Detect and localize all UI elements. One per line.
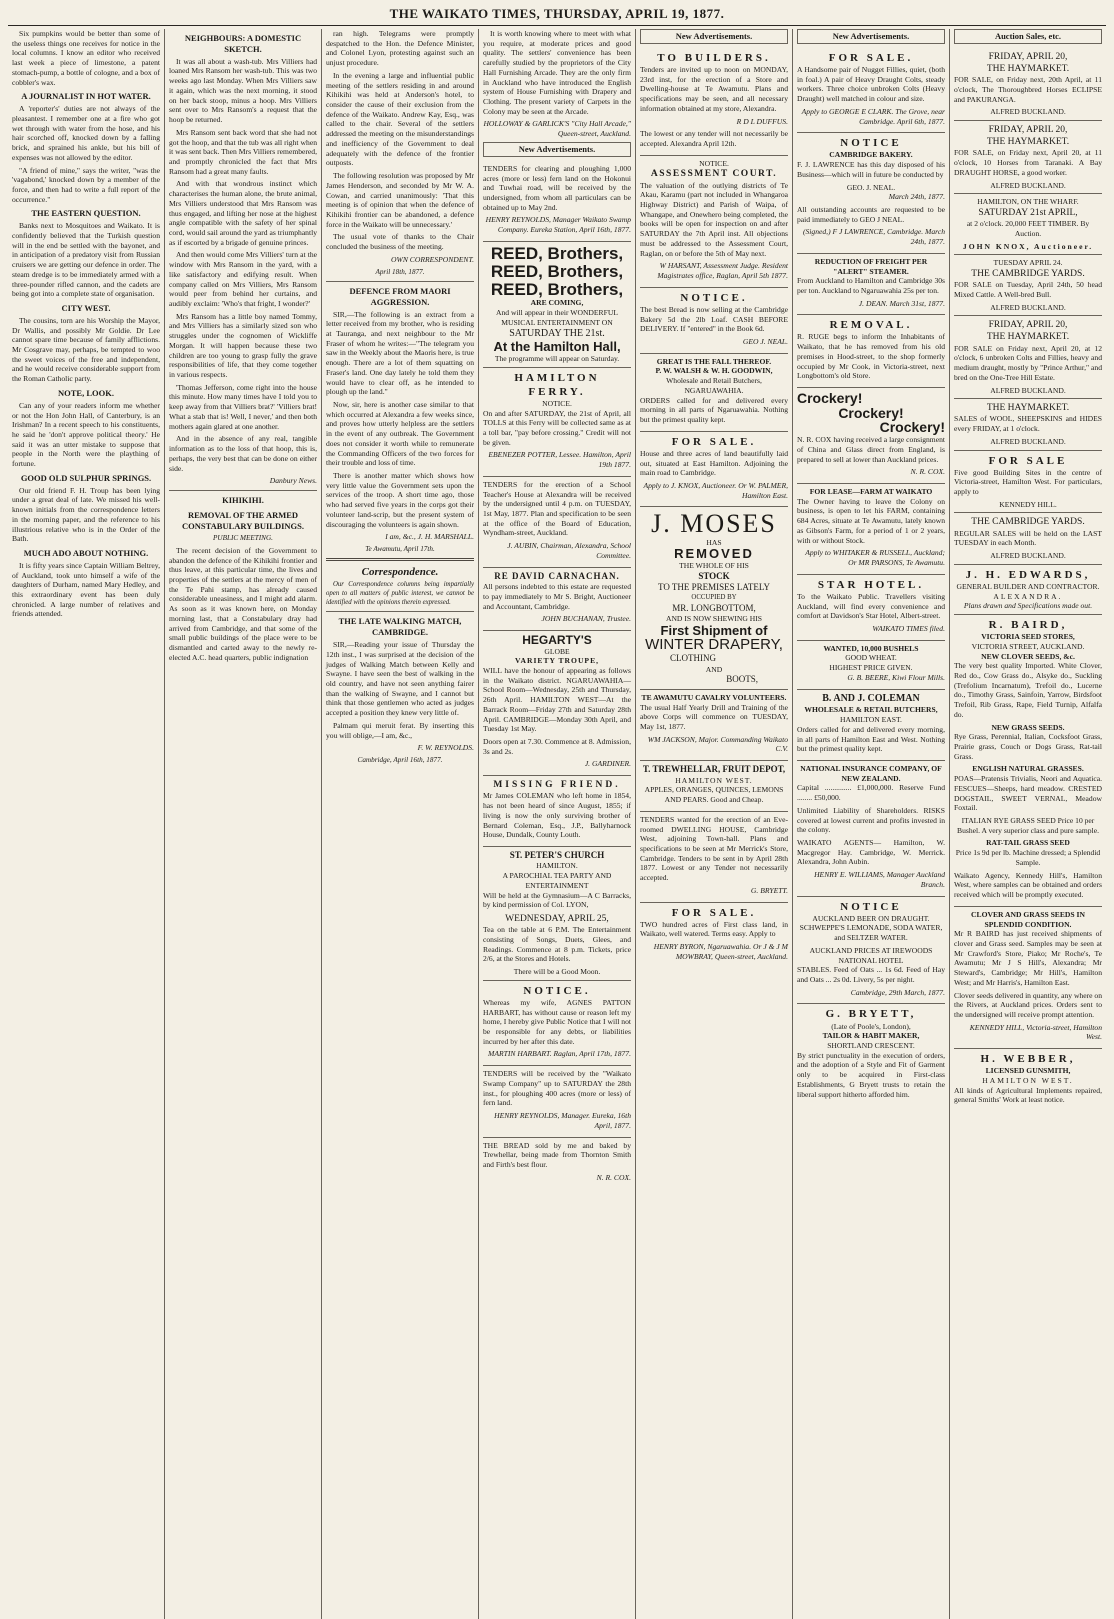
article-heading: A JOURNALIST IN HOT WATER. — [21, 91, 151, 102]
column-3 — [322, 29, 479, 1619]
advert-text: Rye Grass, Perennial, Italian, Cocksfoot Grass, Prairie grass, Couch or Dogs Grass, Rat-tail Grass. — [954, 732, 1102, 761]
advert-subtitle: GENERAL BUILDER AND CONTRACTOR. — [956, 581, 1100, 591]
advert-subtitle: VICTORIA SEED STORES, — [981, 632, 1075, 642]
advert-line: THE WHOLE OF HIS — [679, 561, 749, 571]
advert-church — [483, 847, 631, 981]
auction-date: SATURDAY 21st APRIL, — [978, 207, 1078, 218]
advert-text: All outstanding accounts are requested to be paid immediately to GEO J NEAL. — [797, 204, 945, 224]
advert-line: OCCUPIED BY — [691, 593, 737, 601]
auction-place: HAMILTON, ON THE WHARF. — [977, 197, 1079, 207]
advert-signature: Apply to GEORGE E CLARK. The Grove, near Cambridge. April 6th, 1877. — [801, 106, 945, 126]
advert-signature: EBENEZER POTTER, Lessee. Hamilton, April 19th 1877. — [488, 450, 631, 470]
advert-text: ITALIAN RYE GRASS SEED Price 10 per Bushel. A very superior class and pure sample. — [957, 816, 1099, 835]
column-7 — [950, 29, 1106, 1619]
advert-signature: W HARSANT, Assessment Judge. Resident Magistrates office, Raglan, April 5th 1877. — [657, 261, 788, 281]
advert-title: R. BAIRD, — [988, 619, 1068, 632]
advert-line: CLOTHING — [670, 653, 716, 664]
advert-signature: N. R. COX. — [910, 467, 945, 477]
advert-place: HAMILTON EAST. — [840, 715, 902, 725]
article-signature: OWN CORRESPONDENT. — [391, 254, 474, 264]
article-text: And then would come Mrs Villiers' turn at the window with Mrs Ransom in the yard, with a like satisfactory and edifying result. When company called on Mrs Villiers, Mrs Ransom would peer from behind her curtains, and audibly exclaim: 'Who's that fright, I wonder?' — [169, 250, 317, 308]
advert-title: NOTICE — [840, 900, 902, 913]
article-text: Banks next to Mosquitoes and Waikato. It is confidently believed that the Turkish question will in the end be settled with the bayonet, and in anticipation of a predatory visit from Russian cruisers we are getting our defence in order. The steam dredge is to be immediately armed with a three-pounder rifled cannon, and the cadets are being got into a complete state of organisation. — [12, 221, 160, 299]
advert-title: MISSING FRIEND. — [493, 780, 621, 791]
auction-text: at 2 o'clock. 20,000 FEET TIMBER. By Auction. — [966, 219, 1090, 238]
advert-title: NOTICE. — [523, 984, 591, 997]
advert-tailor — [797, 1004, 945, 1105]
article-heading: DEFENCE FROM MAORI AGGRESSION. — [349, 285, 451, 307]
advert-title: WANTED, 10,000 BUSHELS — [823, 643, 919, 653]
advert-signature: WAIKATO TIMES filed. — [872, 624, 945, 633]
auctioneer: ALFRED BUCKLAND. — [990, 302, 1066, 312]
article-text: The usual vote of thanks to the Chair concluded the business of the meeting. — [326, 232, 474, 252]
advert-text: WILL have the honour of appearing as follows in the Waikato district. NGARUAWAHIA—School Room—Wednesday, 25th and Thursday, 26th April. HAMILTON WEST—At the Barrack Room—Friday 27th and Saturday 28th April. CAMBRIDGE—Monday 30th April, and Tuesday 1st May. — [483, 666, 631, 734]
advert-title: STAR HOTEL. — [817, 578, 925, 591]
auction-place: THE HAYMARKET. — [986, 137, 1070, 148]
advert-subline: GLOBE — [544, 646, 570, 656]
section-heading: Correspondence. — [361, 566, 439, 579]
advert-title: J. H. EDWARDS, — [965, 568, 1091, 581]
advert-text: Tea on the table at 6 P.M. The Entertainment consisting of Songs, Duets, Glees, and Readings. Commence at 8 p.m. Tickets, price 2/6, at the Stores and Hotels. — [483, 925, 631, 964]
advert-title: G. BRYETT, — [825, 1008, 917, 1021]
article-text: In the evening a large and influential public meeting of the settlers residing in and around Kihikihi was held at Anderson's hotel, to consider the cause of their exclusion from the defence of the Waikato. Andrew Kay, Esq., was called to the chair. Several of the settlers addressed the meeting on the misunderstandings and inefficiency of the Government to deal adequately with the defence of the frontier outposts. — [326, 70, 474, 168]
advert-text: Unlimited Liability of Shareholders. RISKS covered at lowest current and profits invested in the colony. — [797, 805, 945, 835]
advert-title: TE AWAMUTU CAVALRY VOLUNTEERS. — [641, 692, 787, 702]
auction-text: FOR SALE on Tuesday, April 24th, 50 head Mixed Cattle. A Well-bred Bull. — [954, 280, 1102, 299]
advert-subtitle: WHOLESALE & RETAIL BUTCHERS, — [804, 705, 938, 715]
advert-title: NATIONAL INSURANCE COMPANY, OF NEW ZEALAND. — [800, 763, 942, 783]
advert-text: AUCKLAND BEER ON DRAUGHT. SCHWEPPE'S LEMONADE, SODA WATER, and SELTZER WATER. — [799, 913, 943, 943]
auctioneer: ALFRED BUCKLAND. — [990, 107, 1066, 117]
advert-subline: ARE COMING, — [530, 298, 584, 308]
article-text: Our old friend F. H. Troup has been lying under a great deal of late. We missed his well-known initials from the correspondence letters in the morning paper, and the reference to his illustrious relative who is in the Order of the Bath. — [12, 485, 160, 544]
auction-text: SALES of WOOL, SHEEPSKINS and HIDES every FRIDAY, at 1 o'clock. — [954, 414, 1102, 434]
advert-headline: J. MOSES — [651, 509, 777, 539]
article-heading: CITY WEST. — [61, 303, 111, 313]
advert-subtitle: A PAROCHIAL TEA PARTY AND ENTERTAINMENT — [502, 871, 612, 890]
advert-farm-lease — [797, 484, 945, 575]
article-text: The cousins, torn are his Worship the Mayor, Dr Wallis, and possibly Mr Goldie. Dr Lee cannot spare time because of family afflictions. Mr Cosgrave may, perhaps, be tempted to woo the sweet voices of the free and independent, and he would receive considerable support from the Roman Catholic party. — [12, 315, 160, 384]
auction-place: THE HAYMARKET. — [986, 332, 1070, 343]
advert-title: H. WEBBER, — [980, 1053, 1076, 1066]
article-heading: NEIGHBOURS: A DOMESTIC SKETCH. — [184, 33, 302, 54]
advert-line: AND — [705, 664, 723, 674]
article-subheading: PUBLIC MEETING. — [213, 533, 273, 542]
advert-signature: HENRY REYNOLDS, Manager. Eureka, 16th April, 1877. — [494, 1111, 631, 1130]
advert-signature: J. GARDINER. — [584, 759, 631, 769]
advert-text: TWO hundred acres of First class land, in Waikato, well watered. Terms easy. Apply to — [640, 919, 788, 939]
advert-text: Price 1s 9d per lb. Machine dressed; a Splendid Sample. — [955, 848, 1101, 867]
advert-headline: HEGARTY'S — [522, 632, 592, 647]
advert-subtitle: AUCKLAND PRICES AT IREWOODS NATIONAL HOTEL — [809, 945, 933, 965]
advert-subtitle: NOTICE. — [699, 158, 729, 168]
article-text: Six pumpkins would be better than some of the useless things one receives for notice in the local columns. I know an editor who received last week a piece of limestone, a patent stomach-pump, a bottle of cologne, and a box of cobbler's wax. — [12, 29, 160, 87]
article-text: ran high. Telegrams were promptly despatched to the Hon. the Defence Minister, and Colonel Lyon, protesting against such an unjust procedure. — [326, 29, 474, 68]
advert-line: STOCK — [698, 570, 730, 581]
advert-text: TENDERS for clearing and ploughing 1,000 acres (more or less) fern land on the Hokonui and Tuwhai road, will be received by the undersigned, from whom all particulars can be obtained up to May 2nd. — [483, 163, 631, 212]
advert-line: MR. LONGBOTTOM, — [672, 602, 756, 613]
advert-title: RE DAVID CARNACHAN. — [494, 570, 620, 581]
article-text: There is another matter which shows how very little value the Government sets upon the services of the troop. A short time ago, those who had served five years in the corps got their volunteer land-scrip, but the present system of discouraging the volunteers is again shown. — [326, 471, 474, 529]
advert-subtitle: HIGHEST PRICE GIVEN. — [829, 663, 913, 673]
advert-beer — [797, 897, 945, 1005]
column-6 — [793, 29, 950, 1619]
article-heading: THE LATE WALKING MATCH, CAMBRIDGE. — [338, 616, 462, 638]
editorial-note: Our Correspondence columns being impartially open to all matters of public interest, we cannot be identified with the opinions therein expressed. — [326, 581, 474, 606]
auction-6 — [954, 399, 1102, 450]
advert-subheading: RAT-TAIL GRASS SEED — [986, 838, 1070, 848]
article-text: SIR,—Reading your issue of Thursday the 12th inst., I was surprised at the decision of the judges of Walking Match between Kelly and Swayne. I have seen the best of walking in the old country, and have not seen anything fairer than the walking of Swayne, and I cannot but think that those gentlemen who acted as judges accepted a position they knew very little of. — [326, 640, 474, 718]
advert-text: The usual Half Yearly Drill and Training of the above Corps will commence on TUESDAY, May 1st, 1877. — [640, 702, 788, 732]
columns — [8, 29, 1106, 1619]
advert-subline: VARIETY TROUPE, — [514, 656, 600, 666]
advert-text: Plans drawn and Specifications made out. — [963, 601, 1093, 611]
advert-text: The valuation of the outlying districts of Te Akau, Karamu (part not included in Whangaroa Highway District) and Parish of Waipa, of Whangape, and Onewhero being completed, the books will be open for inspection on and after SATURDAY the 7th April inst. All objections must be addressed to the Assessment Court, Raglan, on or before the 5th of May next. — [640, 180, 788, 258]
advert-text: WAIKATO AGENTS— Hamilton, W. Macgregor Hay. Cambridge, W. Merrick. Alexandra, John Aubin. — [797, 838, 945, 867]
advert-headline: WINTER DRAPERY, — [645, 636, 783, 654]
auction-date: FRIDAY, APRIL 20, — [988, 125, 1068, 136]
advert-notice — [483, 981, 631, 1066]
auction-text: FOR SALE on Friday next, April 20, at 12 o'clock, 6 unbroken Colts and Fillies, heavy and medium draught, mostly by "Prince Arthur," and bred on the One-Tree Hill Estate. — [954, 343, 1102, 382]
advert-title: FOR SALE — [988, 454, 1068, 467]
advert-signature: JOHN BUCHANAN, Trustee. — [541, 614, 631, 624]
article-text: 'Thomas Jefferson, come right into the house this minute. How many times have I told you to keep away from that Villiers brat?' 'Villiers brat! What a stab that is! Well, I never,' and then both mothers again glared at one another. — [169, 382, 317, 431]
article-text: A 'reporter's' duties are not always of the pleasantest. I remember one at a fire who got wet through with water from the hose, and his hair scorched off, knocked down by a falling brick, and sprained his ankle, but his bill of expenses was not allowed by the editor. — [12, 104, 160, 162]
advert-text: Tenders are invited up to noon on MONDAY, 23rd inst, for the erection of a Store and Dwelling-house at Te Awamutu. Plans and specifications may be seen, and all necessary information obtained at my store, Alexandra. — [640, 64, 788, 113]
advert-title: REDUCTION OF FREIGHT PER "ALERT" STEAMER. — [814, 256, 928, 276]
advert-subheading: ENGLISH NATURAL GRASSES. — [972, 764, 1084, 774]
article-heading: GOOD OLD SULPHUR SPRINGS. — [20, 472, 152, 483]
article-text: It is fifty years since Captain William Beltrey, of Auckland, took unto himself a wife of the daughters of Durham, named Mary Hedley, and this extraordinary event has been duly chronicled. A large number of relatives and friends attended. — [12, 560, 160, 619]
article-text: Can any of your readers inform me whether or not the Hon John Hall, of Canterbury, is an Irishman? In a recent speech to his constituents, he said he 'don't approve political theory.' He said it was an utter mistake to suppose that people in the North were the plaything of fortune. — [12, 400, 160, 469]
advert-headline: REED, Brothers, — [490, 243, 624, 263]
advert-signature: KENNEDY HILL, Victoria-street, Hamilton West. — [969, 1022, 1102, 1042]
article-heading: MUCH ADO ABOUT NOTHING. — [23, 548, 149, 558]
auctioneer: ALFRED BUCKLAND. — [990, 551, 1066, 561]
advert-text: Will be held at the Gymnasium—A C Barracks, by kind permission of Col. LYON, — [483, 890, 631, 910]
advert-text: Waikato Agency, Kennedy Hill's, Hamilton West, where samples can be obtained and orders received which will be promptly executed. — [954, 870, 1102, 900]
auction-text: REGULAR SALES will be held on the LAST TUESDAY in each Month. — [954, 528, 1102, 548]
advert-headline: First Shipment of — [660, 622, 768, 638]
advert-text: TENDERS wanted for the erection of an Eve-roomed DWELLING HOUSE, Cambridge West, adjoining Town-hall. Plans and specifications to be seen at Mr Merrick's Store, Cambridge. Tenders to be sent in by April 28th 1877. Lowest or any Tender not necessarily accepted. — [640, 814, 788, 883]
advert-place: NGARUAWAHIA. — [684, 385, 744, 395]
article-text: Now, sir, here is another case similar to that which occurred at Alexandra a few weeks since, and proves how utterly helpless are the settlers in the event of any outbreak. The Government does not consider it worth while to remunerate the Commanding Officers of the two forces for their trouble and loss of time. — [326, 399, 474, 468]
auction-date: FRIDAY, APRIL 20, — [988, 320, 1068, 331]
advert-signature: HENRY BYRON, Ngaruawahia. Or J & J M MOWBRAY, Queen-street, Auckland. — [653, 942, 788, 961]
advert-text: The very best quality Imported. White Clover, Red do., Cow Grass do., Alsyke do., Suckling (Trefolium Incarnatum), Trefoil do., Lucerne do., Timothy Grass, Sainfoin, Yarrow, Birdsfoot Trefoil, Rib Grass, Rape, Field Turnip, Alfalfa do. — [954, 661, 1102, 719]
advert-text: ORDERS called for and delivered every morning in all parts of Ngaruawahia. Nothing but the primest quality kept. — [640, 395, 788, 425]
advert-text: There will be a Good Moon. — [513, 967, 601, 977]
article-heading: NOTE, LOOK. — [58, 387, 114, 398]
advert-title: FOR SALE. — [671, 906, 757, 919]
auction-place: THE HAYMARKET. — [986, 64, 1070, 75]
advert-text: N. R. COX having received a large consignment of China and Glass direct from England, is prepared to sell at lower than Auckland prices. — [797, 435, 945, 464]
advert-assessment — [640, 156, 788, 288]
advert-text: From Auckland to Hamilton and Cambridge 30s per ton. Auckland to Ngaruawahia 25s per ton. — [797, 276, 945, 295]
advert-text: Mr James COLEMAN who left home in 1854, has not been heard of since August, 1855; if living is now the only surviving brother of Bernard Coleman, Esq., J.P., Ballyharnock House, Dundalk, County Louth. — [483, 791, 631, 840]
article-text: "A friend of mine," says the writer, "was the 'vagabond,' knocked down by a member of the force, and then had to write a full report of the occurrence." — [12, 165, 160, 204]
auction-7 — [954, 451, 1102, 514]
divider — [326, 558, 474, 561]
divider — [326, 281, 474, 282]
advert-title: NOTICE — [840, 137, 902, 150]
advert-coleman — [797, 690, 945, 761]
advert-subtitle: NOTICE. — [542, 398, 572, 408]
column-1 — [8, 29, 165, 1619]
advert-place: ALEXANDRA. — [993, 591, 1063, 601]
advert-headline: Crockery! — [879, 419, 945, 436]
advert-freight — [797, 254, 945, 316]
advert-subtitle: HAMILTON. — [536, 861, 578, 871]
advert-signature: (Signed,) F J LAWRENCE, Cambridge. March 24th, 1877. — [802, 227, 945, 247]
advert-butchers — [640, 354, 788, 432]
advert-text: Whereas my wife, AGNES PATTON HARBART, has without cause or reason left my home, I hereby give Public Notice that I will not be responsible for any debts, or liabilities incurred by her after this date. — [483, 997, 631, 1046]
advert-title: FOR SALE. — [671, 435, 757, 448]
section-banner: New Advertisements. — [640, 29, 788, 44]
advert-title: REMOVAL. — [829, 319, 913, 332]
advert-text: And will appear in their WONDERFUL MUSICAL ENTERTAINMENT ON — [496, 308, 618, 327]
advert-signature: HENRY REYNOLDS, Manager Waikato Swamp Company. Eureka Station, April 16th, 1877. — [485, 215, 631, 235]
article-text: And in the absence of any real, tangible information as to the loss of that hoop, this is, perhaps, the very best that can be done on either side. — [169, 434, 317, 473]
advert-text: TENDERS will be received by the "Waikato Swamp Company" up to SATURDAY the 28th inst., for ploughing 400 acres (more or less) of fern land. — [483, 1069, 631, 1108]
advert-line: HAS — [706, 537, 722, 547]
auction-text: Five good Building Sites in the centre of Victoria-street, Hamilton West. For particulars, apply to — [954, 467, 1102, 497]
advert-text: To the Waikato Public. Travellers visiting Auckland, will find every convenience and comfort at Davidson's Star Hotel, Albert-street. — [797, 591, 945, 621]
advert-subtitle: (Late of Poole's, London), — [831, 1021, 911, 1031]
advert-signature: N. R. COX. — [596, 1172, 631, 1182]
advert-line: TO THE PREMISES LATELY — [657, 582, 771, 593]
advert-text: STABLES. Feed of Oats ... 1s 6d. Feed of Hay and Oats ... 2s 0d. Livery, 5s per night. — [797, 965, 945, 984]
advert-text: The best Bread is now selling at the Cambridge Bakery 5d the 2lb Loaf. CASH BEFORE DELIVERY. If "entered" in the Book 6d. — [640, 304, 788, 334]
column-4 — [479, 29, 636, 1619]
advert-subtitle: TAILOR & HABIT MAKER, — [822, 1031, 920, 1041]
article-text: The following resolution was proposed by Mr James Henderson, and seconded by Mr W. A. Cowan, and carried unanimously: 'That this meeting is of opinion that when the defence of Kihikihi frontier can be abandoned, a defence force in the Waikato will be unnecessary.' — [326, 171, 474, 229]
advert-subtitle: CAMBRIDGE BAKERY. — [829, 150, 913, 160]
advert-ferry — [483, 368, 631, 477]
advert-signature: GEO J. NEAL. — [742, 337, 788, 346]
advert-signature: G. B. BEERE, Kiwi Flour Mills. — [847, 672, 945, 682]
advert-hegarty — [483, 631, 631, 776]
auction-place: THE CAMBRIDGE YARDS. — [971, 517, 1085, 528]
advert-text: R. RUGE begs to inform the Inhabitants of Waikato, that he has removed from his old premises in Hood-street, to the shop formerly occupied by Mr Cook, in Victoria-street, next Longbottom's old Store. — [797, 332, 945, 381]
advert-ploughing — [483, 1066, 631, 1137]
advert-date: SATURDAY THE 21st. — [509, 327, 605, 339]
advert-text: TENDERS for the erection of a School Teacher's House at Alexandra will be received by the undersigned until 4 p.m. on TUESDAY, 1st May, 1877. Plan and specification to be seen at the office of the Board of Education, Wyndham-street, Auckland. — [483, 479, 631, 538]
auction-text: FOR SALE, on Friday next, 20th April, at 11 o'clock, The Thoroughbred Horses ECLIPSE and PAKURANGA. — [954, 75, 1102, 104]
advert-title: GREAT IS THE FALL THEREOF. — [656, 356, 772, 366]
article-heading: REMOVAL OF THE ARMED CONSTABULARY BUILDINGS. — [181, 509, 305, 531]
advert-subtitle: P. W. WALSH & W. H. GOODWIN, — [655, 366, 773, 376]
advert-subheading: NEW GRASS SEEDS. — [991, 722, 1065, 732]
divider — [169, 490, 317, 491]
advert-star-hotel — [797, 575, 945, 641]
article-text: And with that wondrous instinct which characterises the human alone, the brute animal, Mrs Villiers understood that Mrs Ransom was thus engaged, and lifting her nose at the highest angle compatible with the safety of her spinal cord, would sail around the yard as triumphantly as if escorted by a brigade of genuine princes. — [169, 179, 317, 247]
advert-insurance — [797, 761, 945, 897]
advert-subtitle: GOOD WHEAT. — [845, 653, 897, 663]
advert-text: All kinds of Agricultural Implements repaired, general Smiths' Work at least notice. — [954, 1085, 1102, 1105]
advert-bakery — [640, 288, 788, 354]
column-2 — [165, 29, 322, 1619]
auction-date: FRIDAY, APRIL 20, — [988, 51, 1068, 62]
advert-text: By strict punctuality in the execution of orders, and the adoption of a Style and Fit of Garment only to be acquired in First-class Establishments, G Bryett trusts to retain the liberal support hitherto afforded him. — [797, 1050, 945, 1099]
advert-title: FOR LEASE—FARM AT WAIKATO — [809, 487, 933, 497]
advert-place: VICTORIA STREET, AUCKLAND. — [971, 641, 1085, 651]
advert-signature: MARTIN HARBART. Raglan, April 17th, 1877. — [488, 1049, 631, 1059]
advert-baird — [954, 615, 1102, 907]
divider — [326, 611, 474, 612]
advert-text: APPLES, ORANGES, QUINCES, LEMONS AND PEARS. Good and Cheap. — [644, 785, 784, 805]
advert-line: AND IS NOW SHEWING HIS — [665, 614, 763, 624]
auction-4 — [954, 255, 1102, 316]
advert-text: Orders called for and delivered every morning, in all parts of Hamilton East and West. Nothing but the primest quality kept. — [797, 724, 945, 754]
auctioneer: KENNEDY HILL. — [999, 499, 1057, 509]
advert-line: BOOTS, — [726, 674, 758, 685]
advert-text: The programme will appear on Saturday. — [494, 353, 620, 363]
advert-text: Clover seeds delivered in quantity, any where on the Rivers, at Auckland prices. Orders sent to the undersigned will receive prompt attention. — [954, 990, 1102, 1019]
advert-title: FOR SALE. — [828, 51, 914, 64]
advert-bread — [483, 1138, 631, 1189]
section-banner: New Advertisements. — [797, 29, 945, 44]
advert-for-sale — [640, 432, 788, 508]
advert-school-tender — [483, 477, 631, 568]
advert-signature: HENRY E. WILLIAMS, Manager Auckland Branch. — [814, 870, 945, 889]
advert-edwards — [954, 565, 1102, 615]
advert-signature: Apply to J. KNOX, Auctioneer. Or W. PALMER, Hamilton East. — [643, 480, 788, 500]
advert-reed-brothers — [483, 242, 631, 368]
auctioneer: ALFRED BUCKLAND. — [990, 436, 1066, 446]
auction-2 — [954, 121, 1102, 194]
advert-text: F. J. LAWRENCE has this day disposed of his Business—which will in future be conducted by — [797, 160, 945, 179]
article-signature: HOLLOWAY & GARLICK'S "City Hall Arcade," Queen-street, Auckland. — [483, 119, 631, 139]
advert-text: All persons indebted to this estate are requested to pay immediately to Mr S. Bright, Auctioneer and Accountant, Cambridge. — [483, 582, 631, 611]
advert-title: NOTICE. — [680, 291, 748, 304]
advert-text: The Owner having to leave the Colony on business, is open to let his FARM, containing 684 Acres, situate at Te Awamutu, lately known as Gibson's Farm, for a period of 1 or 2 years, with or without Stock. — [797, 496, 945, 545]
article-text: It is worth knowing where to meet with what you require, at moderate prices and good quality. The settlers' convenience has been carefully studied by the proprietors of the City Hall Furnishing Arcade. They are the only firm in Auckland who have introduced the English system of House Furnishing with Drapery and Clothing. The present variety of Carpets in the Colony may be seen at the Arcade. — [483, 29, 631, 116]
section-banner: New Advertisements. — [483, 142, 631, 157]
advert-land-sale — [640, 903, 788, 968]
auctioneer: ALFRED BUCKLAND. — [990, 180, 1066, 190]
advert-date: WEDNESDAY, APRIL 25, — [505, 914, 609, 925]
advert-house-tender — [640, 812, 788, 903]
advert-place: HAMILTON WEST. — [675, 775, 753, 785]
advert-text: Capital .............. £1,000,000. Reserve Fund ........ £50,000. — [797, 783, 945, 803]
auctioneer: ALFRED BUCKLAND. — [990, 385, 1066, 395]
advert-text: The lowest or any tender will not necessarily be accepted. Alexandra April 12th. — [640, 129, 788, 148]
advert-title: CLOVER AND GRASS SEEDS IN SPLENDID CONDITION. — [971, 909, 1085, 929]
advert-missing-friend — [483, 776, 631, 847]
advert-date: March 24th, 1877. — [888, 192, 945, 202]
advert-subtitle: Wholesale and Retail Butchers, — [666, 376, 762, 386]
advert-headline: REED, Brothers, — [490, 279, 624, 299]
advert-signature: Cambridge, 29th March, 1877. — [850, 987, 945, 997]
article-signature: F. W. REYNOLDS. — [417, 743, 474, 753]
advert-clover — [954, 907, 1102, 1049]
advert-subheading: NEW CLOVER SEEDS, &c. — [981, 651, 1075, 661]
auction-5 — [954, 316, 1102, 399]
article-signature: I am, &c., J. H. MARSHALL. — [385, 532, 474, 542]
auction-8 — [954, 513, 1102, 564]
advert-headline: Crockery! — [797, 390, 863, 407]
article-place: Te Awamutu, April 17th. — [365, 545, 435, 554]
auction-date: TUESDAY APRIL 24. — [993, 258, 1063, 268]
article-date: April 18th, 1877. — [375, 267, 425, 276]
article-text: Palmam qui meruit ferat. By inserting this you will oblige,—I am, &c., — [326, 720, 474, 740]
column-5 — [636, 29, 793, 1619]
advert-crockery — [797, 388, 945, 484]
advert-headline: Crockery! — [838, 404, 904, 421]
auction-text: FOR SALE, on Friday next, April 20, at 11 o'clock, 10 Horses from Taranaki. A Bay DRAUGHT HORSE, a good worker. — [954, 148, 1102, 177]
section-banner: Auction Sales, etc. — [954, 29, 1102, 44]
advert-estate — [483, 568, 631, 631]
advert-subtitle: LICENSED GUNSMITH, — [985, 1066, 1071, 1076]
article-heading: KIHIKIHI. — [222, 494, 264, 505]
advert-title: T. TREWHELLAR, FRUIT DEPOT, — [642, 764, 786, 775]
advert-title: HAMILTON FERRY. — [514, 371, 600, 398]
advert-text: THE BREAD sold by me and baked by Trewhellar, being made from Thornton Smith and Firth's best flour. — [483, 1140, 631, 1169]
advert-place: HAMILTON WEST. — [982, 1075, 1074, 1085]
advert-cavalry — [640, 690, 788, 761]
advert-text: On and after SATURDAY, the 21st of April, all TOLLS at this Ferry will be collected same as at a toll bar, "pay before crossing." Credit will not be given. — [483, 408, 631, 447]
advert-webber — [954, 1049, 1102, 1111]
auctioneer: JOHN KNOX, Auctioneer. — [962, 241, 1094, 251]
article-signature: Danbury News. — [269, 476, 317, 486]
advert-horses — [797, 48, 945, 133]
advert-text: Mr R BAIRD has just received shipments of clover and Grass seed. Samples may be seen at Mr Crawford's Store, Piako; Mr Roche's, Te Awamutu; Mr J S Hill's, Alexandra; Mr Steward's, Cambridge; Mr Hill's, Hamilton West; and Mr Harris's, Hamilton East. — [954, 929, 1102, 987]
advert-builders — [640, 48, 788, 156]
article-text: SIR,—The following is an extract from a letter received from my brother, who is residing at Tauranga, and next neighbour to the Mr Fraser of whom he writes:—"The telegram you saw in the Weekly about the Maoris here, is true enough. There are a lot of them squatting on Fraser's land. One day lately he told them they would have to clear off, as he intended to plough up the land." — [326, 309, 474, 397]
article-text: Mrs Ransom sent back word that she had not got the hoop, and that the tub was all right when it was sent back. Then Mrs Villiers remembered, and promptly chronicled the fact that Mrs Ransom had a great many faults. — [169, 127, 317, 176]
masthead: THE WAIKATO TIMES, THURSDAY, APRIL 19, 1877. — [8, 6, 1106, 26]
advert-tenders — [483, 161, 631, 242]
article-text: The recent decision of the Government to abandon the defence of the Kihikihi frontier and thus leave, at this particular time, the lives and properties of the settlers at the mercy of men of the Te Pahi stamp, has already caused considerable uneasiness, and I might add alarm. As soon as it was known here, on Monday morning last, that a Constabulary dray had arrived from Cambridge, and that some of the small public buildings of the place were to be dismantled and carted away to the newly re-elected A.C. head quarters, public indignation — [169, 545, 317, 662]
advert-signature: R D L DUFFUS. — [736, 116, 788, 126]
advert-venue: At the Hamilton Hall, — [493, 339, 621, 355]
advert-removal — [797, 315, 945, 388]
advert-signature: G. BRYETT. — [750, 885, 788, 895]
advert-text: House and three acres of land beautifully laid out, situated at East Hamilton. Adjoining the main road to Cambridge. — [640, 448, 788, 478]
advert-headline: REED, Brothers, — [490, 261, 624, 281]
advert-text: Doors open at 7.30. Commence at 8. Admission, 3s and 2s. — [483, 737, 631, 756]
advert-moses — [640, 507, 788, 689]
advert-title: B. AND J. COLEMAN — [822, 692, 920, 704]
article-heading: THE EASTERN QUESTION. — [31, 208, 141, 219]
advert-text: POAS—Pratensis Trivialis, Neori and Aquatica. FESCUES—Sheeps, hard meadow. CRESTED DOGSTAIL, SWEET VERNAL, Meadow Foxtail. — [954, 774, 1102, 813]
advert-title: TO BUILDERS. — [657, 51, 771, 64]
advert-fruit-depot — [640, 761, 788, 812]
advert-place: SHORTLAND CRESCENT. — [827, 1040, 915, 1050]
advert-name: GEO. J. NEAL. — [846, 182, 896, 192]
advert-wheat — [797, 641, 945, 690]
advert-signature: J. AUBIN, Chairman, Alexandra, School Committee. — [507, 541, 631, 560]
auction-1 — [954, 48, 1102, 121]
advert-signature: Apply to WHITAKER & RUSSELL, Auckland; Or MR PARSONS, Te Awamutu. — [805, 548, 945, 568]
article-text: It was all about a wash-tub. Mrs Villiers had loaned Mrs Ransom her wash-tub. This was two weeks ago last Monday. When Mrs Villiers saw it again, which was the next morning, it stood on her back stoop, minus a hoop. Mrs Villiers sent over to Mrs Ransom's a request that the hoop be returned. — [169, 56, 317, 125]
advert-signature: J. DEAN. March 31st, 1877. — [858, 298, 945, 308]
advert-signature: WM JACKSON, Major. Commanding Waikato C.V. — [647, 734, 788, 754]
advert-cambridge-bakery — [797, 133, 945, 254]
auction-place: THE CAMBRIDGE YARDS. — [971, 269, 1085, 279]
auction-3 — [954, 194, 1102, 255]
advert-headline: REMOVED — [674, 546, 754, 562]
advert-title: ST. PETER'S CHURCH — [509, 849, 605, 860]
article-text: Mrs Ransom has a little boy named Tommy, and Mrs Villiers has a similarly sized son who struggles under the cognomen of Wickliffe Morgan. It will happen because these two children are too young to grasp fully the grave responsibilities of life, that they come together in various respects. — [169, 311, 317, 380]
advert-text: A Handsome pair of Nugget Fillies, quiet, (both in foal.) A pair of Heavy Draught Colts, steady workers. Three choice unbroken Colts (Heavy Draught) well matched in colour and size. — [797, 64, 945, 104]
article-place: Cambridge, April 16th, 1877. — [357, 756, 443, 765]
advert-title: ASSESSMENT COURT. — [650, 169, 778, 180]
auction-place: THE HAYMARKET. — [986, 403, 1070, 414]
